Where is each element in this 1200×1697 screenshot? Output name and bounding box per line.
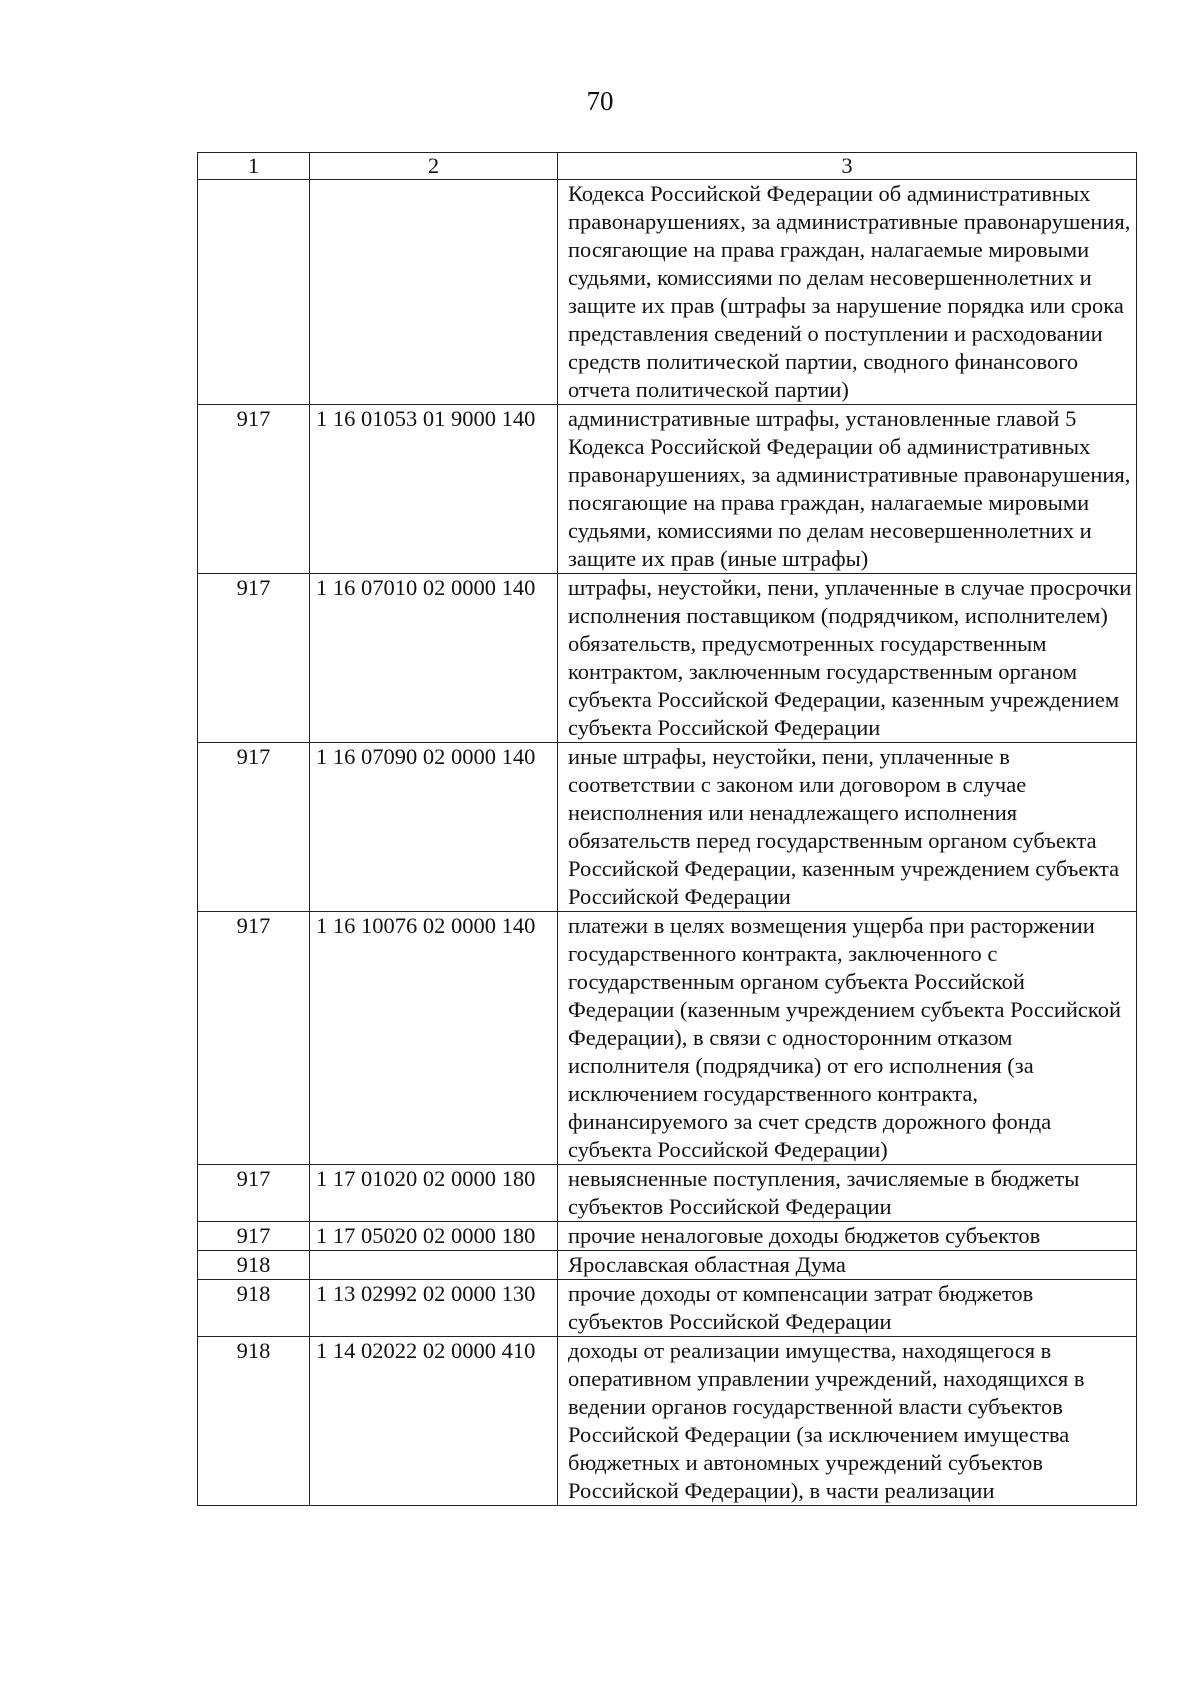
income-code-cell: 1 16 07010 02 0000 140 <box>310 574 558 743</box>
admin-code-cell: 917 <box>198 1222 310 1251</box>
description-cell: иные штрафы, неустойки, пени, уплаченные в соответствии с законом или договором в случае неисполнения или ненадлежащего исполнения обязательств перед государственным органом субъекта Российской Федерации, казенным учреждением субъекта Российской Федерации <box>558 743 1137 912</box>
column-header-1: 1 <box>198 153 310 180</box>
column-header-3: 3 <box>558 153 1137 180</box>
admin-code-cell: 917 <box>198 574 310 743</box>
description-cell: прочие доходы от компенсации затрат бюджетов субъектов Российской Федерации <box>558 1280 1137 1337</box>
admin-code-cell: 917 <box>198 912 310 1165</box>
income-code-cell: 1 14 02022 02 0000 410 <box>310 1337 558 1506</box>
table-row <box>198 1280 1137 1337</box>
income-code-cell: 1 13 02992 02 0000 130 <box>310 1280 558 1337</box>
income-code-cell <box>310 1251 558 1280</box>
admin-code-cell: 918 <box>198 1280 310 1337</box>
table-row <box>198 405 1137 574</box>
table-row <box>198 743 1137 912</box>
admin-code-cell <box>198 180 310 405</box>
description-cell: административные штрафы, установленные главой 5 Кодекса Российской Федерации об административных правонарушениях, за административные правонарушения, посягающие на права граждан, налагаемые мировыми судьями, комиссиями по делам несовершеннолетних и защите их прав (иные штрафы) <box>558 405 1137 574</box>
income-code-cell: 1 17 01020 02 0000 180 <box>310 1165 558 1222</box>
table-header-row <box>198 153 1137 180</box>
description-cell: доходы от реализации имущества, находящегося в оперативном управлении учреждений, находящихся в ведении органов государственной власти субъектов Российской Федерации (за исключением имущества бюджетных и автономных учреждений субъектов Российской Федерации), в части реализации <box>558 1337 1137 1506</box>
description-cell: невыясненные поступления, зачисляемые в бюджеты субъектов Российской Федерации <box>558 1165 1137 1222</box>
description-cell: Кодекса Российской Федерации об административных правонарушениях, за административные правонарушения, посягающие на права граждан, налагаемые мировыми судьями, комиссиями по делам несовершеннолетних и защите их прав (штрафы за нарушение порядка или срока представления сведений о поступлении и расходовании средств политической партии, сводного финансового отчета политической партии) <box>558 180 1137 405</box>
table-row <box>198 1222 1137 1251</box>
table-row <box>198 1251 1137 1280</box>
budget-codes-table <box>197 152 1137 1506</box>
table-row <box>198 1337 1137 1506</box>
table-row <box>198 912 1137 1165</box>
income-code-cell: 1 17 05020 02 0000 180 <box>310 1222 558 1251</box>
admin-code-cell: 917 <box>198 1165 310 1222</box>
admin-code-cell: 917 <box>198 743 310 912</box>
admin-code-cell: 918 <box>198 1251 310 1280</box>
table-row <box>198 574 1137 743</box>
page-number: 70 <box>586 86 614 116</box>
income-code-cell: 1 16 01053 01 9000 140 <box>310 405 558 574</box>
income-code-cell: 1 16 10076 02 0000 140 <box>310 912 558 1165</box>
description-cell: прочие неналоговые доходы бюджетов субъектов <box>558 1222 1137 1251</box>
admin-code-cell: 917 <box>198 405 310 574</box>
table-row <box>198 180 1137 405</box>
income-code-cell: 1 16 07090 02 0000 140 <box>310 743 558 912</box>
description-cell: штрафы, неустойки, пени, уплаченные в случае просрочки исполнения поставщиком (подрядчиком, исполнителем) обязательств, предусмотренных государственным контрактом, заключенным государственным органом субъекта Российской Федерации, казенным учреждением субъекта Российской Федерации <box>558 574 1137 743</box>
table-row <box>198 1165 1137 1222</box>
column-header-2: 2 <box>310 153 558 180</box>
admin-code-cell: 918 <box>198 1337 310 1506</box>
description-cell: платежи в целях возмещения ущерба при расторжении государственного контракта, заключенного с государственным органом субъекта Российской Федерации (казенным учреждением субъекта Российской Федерации), в связи с односторонним отказом исполнителя (подрядчика) от его исполнения (за исключением государственного контракта, финансируемого за счет средств дорожного фонда субъекта Российской Федерации) <box>558 912 1137 1165</box>
income-code-cell <box>310 180 558 405</box>
description-cell: Ярославская областная Дума <box>558 1251 1137 1280</box>
